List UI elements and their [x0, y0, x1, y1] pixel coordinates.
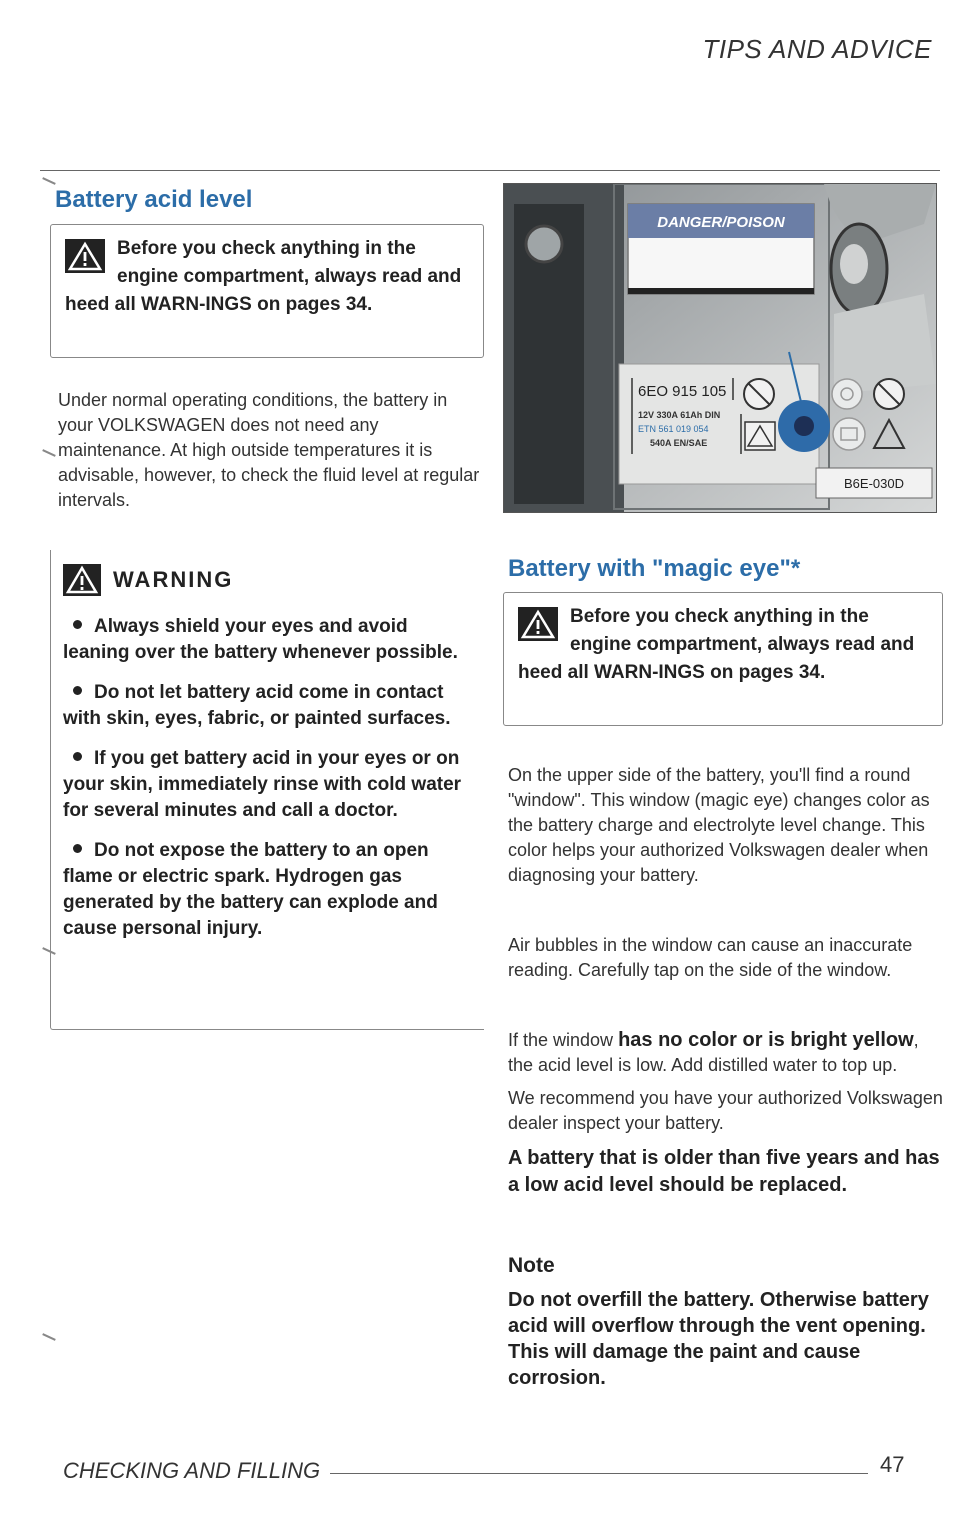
battery-spec-2: ETN 561 019 054 [638, 424, 709, 434]
magic-eye-paragraph-2: Air bubbles in the window can cause an inaccurate reading. Carefully tap on the side of the window. [508, 935, 913, 980]
warning-item: If you get battery acid in your eyes or on your skin, immediately rinse with cold water for several minutes and call a doctor. [63, 748, 462, 821]
warning-block [50, 550, 484, 1030]
warning-box-lead: Before you check anything in the engine compartment, [570, 606, 869, 655]
figure-code: B6E-030D [844, 476, 904, 491]
bullet-icon [73, 686, 82, 695]
magic-eye-paragraph-1: On the upper side of the battery, you'll find a round "window". This window (magic eye) changes color as the battery charge and electrolyte level change. This color helps your authorized Volkswagen dealer when diagnosing your battery. [508, 765, 930, 885]
bullet-icon [73, 752, 82, 761]
battery-spec-1: 12V 330A 61Ah DIN [638, 410, 721, 420]
read-manual-icon [833, 418, 865, 450]
warning-heading-text: WARNING [113, 567, 234, 592]
battery-spec-3: 540A EN/SAE [650, 438, 708, 448]
warning-item: Always shield your eyes and avoid leaning over the battery whenever possible. [63, 616, 458, 663]
top-rule [40, 170, 940, 171]
warning-box-rest: always read and heed all WARN-INGS on pages 34. [65, 266, 462, 315]
footer-section-name: CHECKING AND FILLING [63, 1458, 321, 1483]
warning-box-lead: Before you check anything in the engine compartment, [117, 238, 416, 287]
eye-protection-icon [832, 379, 862, 409]
low-acid-condition: has no color or is bright yellow [618, 1029, 914, 1051]
margin-tick [42, 1333, 56, 1341]
engine-warning-box [50, 224, 484, 358]
replacement-advice: A battery that is older than five years and has a low acid level should be replaced. [508, 1147, 940, 1196]
warning-triangle-icon [518, 607, 558, 641]
warning-item: Do not expose the battery to an open flame or electric spark. Hydrogen gas generated by the battery can explode and cause personal injury. [63, 840, 438, 939]
note-body: Do not overfill the battery. Otherwise battery acid will overflow through the vent opening. This will damage the paint and cause corrosion. [508, 1289, 929, 1389]
magic-eye-paragraph-4: We recommend you have your authorized Volkswagen dealer inspect your battery. [508, 1088, 943, 1133]
acid-level-paragraph: Under normal operating conditions, the battery in your VOLKSWAGEN does not need any maintenance. At high outside temperatures it is advisable, however, to check the fluid level at regular intervals. [58, 390, 480, 510]
battery-part-number: 6EO 915 105 [638, 383, 727, 400]
warning-triangle-icon [63, 564, 101, 596]
section-title-acid-level: Battery acid level [55, 186, 253, 213]
no-smoking-icon [744, 379, 774, 409]
warning-item: Do not let battery acid come in contact with skin, eyes, fabric, or painted surfaces. [63, 682, 451, 729]
no-flame-icon [874, 379, 904, 409]
caution-triangle-icon [745, 422, 775, 450]
warning-triangle-icon [65, 239, 105, 273]
magic-eye-paragraph-3: If the window has no color or is bright yellow, the acid level is low. Add distilled water to top up. [508, 1029, 919, 1075]
warning-box-rest: always read and heed all WARN-INGS on pages 34. [518, 634, 915, 683]
margin-tick [42, 177, 56, 185]
footer-rule [330, 1473, 868, 1474]
note-title: Note [508, 1254, 555, 1277]
danger-poison-label: DANGER/POISON [657, 214, 785, 231]
bullet-icon [73, 844, 82, 853]
magic-eye-warning-box [503, 592, 943, 726]
page-header-title: TIPS AND ADVICE [702, 34, 932, 64]
section-title-magic-eye: Battery with "magic eye"* [508, 555, 801, 582]
battery-photo [503, 183, 937, 513]
page-number: 47 [880, 1452, 905, 1477]
bullet-icon [73, 620, 82, 629]
warning-heading [63, 560, 474, 600]
margin-tick [42, 449, 56, 457]
